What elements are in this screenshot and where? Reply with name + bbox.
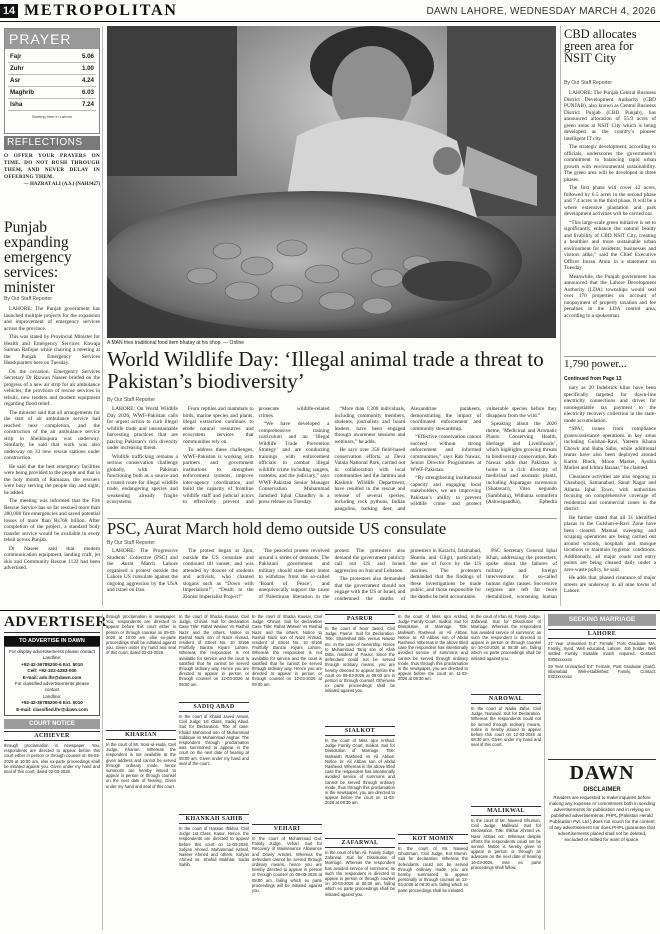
paragraph: PSC Secretary General Iqbal Khan, addressing the protesters, spoke about the failures of military and foreign interventions for so-called human rights causes. Successive regimes are left far more destabilized, worsening human [486,548,557,600]
notice-body: In the court of Mr. Noor-ul-Huda, Civil Judge, Kharian. Whereas the respondent is not available at the given address and cannot be served through ordinary mode, hence summons are hereby issued to appear in person or through counsel on the next date of hearing. Given under my hand and seal of this court. [106,742,176,789]
court-notice-title: COURT NOTICE [4,719,100,729]
notice-city: SIALKOT [325,726,395,736]
prayer-row [8,63,96,75]
notice-city: NAROWAL [471,694,541,704]
paragraph: The first phase will cover 42 acres, followed by 6.5 acres in the second phase and 7.4 acres in the third phase. It will be a where extensive plantation and park development activities will be carried out. [564,185,656,217]
notice-city: MALIKWAL [471,806,541,816]
notice-body: In the court of Hassan Iftikhar, Civil Judge 1st Class, Kasur. Hence, the respondents are directed to appear before this court on 11-03-2026. Sufyan Ahmed, Muhammad Ashraf, Naseer Ahmed and others. Sufyan Ahmed vs. Shahid Mukhtar, Sadia Sahib. [179,826,249,868]
advertiser-column [4,614,107,930]
seeking-city: LAHORE [548,629,656,639]
section-title: METROPOLITAN [24,2,178,19]
paragraph: “SPA!, issues from compliance grants/assistance operations in key areas including Gulshan-Ravi, Yateem Khana Chowk and Babu Sabu, while additional teams have also been deployed around Karim Block, Moon Market, Ayubia Market and Ichhra Bazaar,” he claimed. [564,426,656,471]
paragraph: LAHORE: The Punjab government has launched multiple projects for the expansion and improvement of emergency services across the province. [4,306,100,332]
contact-line: E-mail: classified.lhr@dawn.com [16,706,88,712]
paragraph: The peaceful protest revolved around a series of demands. The Pakistani government and military should state their intent to withdraw from the so-called ‘Board of Peace’, and unequivocally support the cause of Palestinian liberation in the protest. The protesters also demand the government publicly call out US and Israeli aggression on Iran and Lebanon. [258,548,406,600]
prayer-name: Asr [10,77,21,84]
paragraph: He said that the best emergency facilities were being provided to the people and that in the holy month of Ramazan, the rescuers were busy serving the people day and night, he added. [4,463,100,496]
story-properties-headline: 1,790 power... [564,358,627,370]
news-photo [107,26,556,338]
prayer-name: Maghrib [10,89,35,96]
notices-col-3 [252,614,322,930]
story-wwd-headline: World Wildlife Day: ‘Illegal animal trade a threat to Pakistan’s biodiversity’ [107,347,544,393]
photo-caption: A MAN fries traditional food item bhatay at his shop. — Online [107,340,245,346]
notice-body: In the court of Miss Iqra Arshad, Judge Family Court, Sialkot. Suit for Dissolution of Marriage. Title: Mahwish Rasheed vs Ali Abbas. Notice to: Ali Abbas son of Abdul Rasheed. Whereas in the above titled case the respondent has intentionally avoided service of summons and cannot be served through ordinary mode, thus through this proclamation in the newspaper, you are directed to appear before the court on 11-03-2026 at 08:30 am. [325,738,395,806]
paragraph: Speaking about the 2026 theme, ‘Medicinal and Aromatic Plants: Conserving Health, Heritage and Livelihoods’, which highlights growing threats to biodiversity conservation, Rab Nawaz adds that Pakistan is home to a rich diversity of medicinal and aromatic plants, including Asparagus racemosus (Shatavari), Vitex negundo (Sambhalu), Withania somnifera (Ashwagandha), Ephedra [486,421,557,505]
paragraph: Dr Naseer said that modern communication equipment, landing craft, jet skis and Community Rescue 1122 had been advertised. [4,545,100,571]
seeking-title: SEEKING MARRIAGE [548,614,656,626]
story-punjab-body [4,306,100,608]
paragraph: “We have developed a comprehensive training curriculum and an ‘Illegal Wildlife Trade Prevention Strategy’ and are conducting trainings with enforcement officials to combat illegal wildlife crime including rangers, customs, and the judiciary,” says WWF-Pakistan Senior Manager Conservation Muhammad Jamshed Iqbal Chaudhry in a press release on Tuesday. [258,421,330,505]
paragraph: “This large-scale green initiative is set to significantly enhance the natural beauty and livability of CBD NSIT City, creating a healthier and more sustainable urban environment for residents, businesses and visitors alike,” said the Chief Executive Officer Imran Amin in a statement on Tuesday. [564,219,656,271]
contact-line: For display advertisements please contact [9,649,95,654]
story-psc-body [107,548,557,606]
paragraph: This was stated by Provincial Minister for Health and Emergency Services Khwaja Salman Rafique while chairing a meeting at the Punjab Emergency Services Headquarters here on Tuesday. [4,334,100,366]
notice-body: In the court of Irfan Ali, Family Judge, Zafarwal. Suit for Dissolution of Marriage. Whereas the respondent has avoided service of summons; as such the respondent is directed to appear in person or through counsel on 10-03-2026 at 08:30 am, failing which ex parte proceedings shall be initiated against you. [325,850,395,897]
paragraph: “Effective conservation cannot succeed without strong enforcement and informed communities,” says Rab Nawaz, Senior Director Programmes at WWF-Pakistan. [410,434,482,473]
contact-line: +92-42-36785200-6 Ext. 5010 [21,700,83,706]
paragraph: LAHORE: On World Wildlife Day 2026, WWF-Pakistan calls for urgent action to curb illegal wildlife trade and unsustainable harvesting practices that are placing Pakistan’s rich diversity under increasing threat. [107,406,178,451]
reflections-title: REFLECTIONS [4,136,100,150]
prayer-row [8,51,96,63]
notice-body: In the court of Mr. Naveed Ghumman, Civil Judge, Kot Momin. Suit for declaration. Whereas the defendants could not be served through ordinary mode, you are hereby summoned to appear personally or through counsel on 13-03-2026 at 08:30 am, failing which ex parte proceedings shall be initiated. [398,846,468,893]
prayer-time: 4.24 [81,77,94,84]
prayer-row [8,99,96,111]
story-wwd-body [107,406,557,514]
paragraph: Meanwhile, the Punjab government has announced that the Lahore Development Authority (LDA) townships would seal over 170 properties on account of nonpayment of property taxation and fee penalties in the LDA control area, according to a spokesman. [564,273,656,319]
notice-city: ACHIEVER [4,731,100,741]
paragraph: To address these challenges, WWF-Pakistan is working with partners and government institutions to strengthen enforcement systems, improve inter-agency coordination, and build the capacity of frontline wildlife staff and judicial actors to effectively prevent and prosecute wildlife-related crimes. [182,406,330,505]
page-number: 14 [0,4,18,18]
paragraph: On the occasion, Emergency Services Secretary Dr Rizwan Naseer briefed on the progress of a new air strip for air ambulance vehicles, the provision of rescue services in tehsils, new tenders and modern equipment regarding flood relief. [4,368,100,407]
paragraph: From reptiles and mammals to birds, marine species and plants, illegal extraction continues to erode natural resources and ecosystem services that communities rely on. [182,406,254,445]
notices-col-2 [179,614,249,930]
notice-body: In the court of Irfan Ali, Family Judge, Zafarwal. Suit for Dissolution of Marriage. Whereas the respondent has avoided service of summons; as such the respondent is directed to appear in person or through counsel on 10-03-2026 at 08:30 am, failing which ex parte proceedings shall be initiated against you. [471,614,541,661]
prayer-note: Starting time in Lahore [31,114,73,119]
masthead [0,0,660,22]
paragraph: The strategic development, according to officials, underscores the government’s commitment to balancing rapid urban growth with environmental sustainability. The green area will be developed in three phases. [564,144,656,183]
notice-city: KOT MOMIN [398,834,468,844]
paragraph: “More than 1,200 individuals, including community members, students, journalists and board leaders, have been engaged through awareness sessions and webinars,” he adds. [334,406,406,445]
classifieds-rule [0,610,660,611]
seeking-ads [548,641,656,759]
prayer-time: 7.24 [81,101,94,108]
contact-line: Landline: [42,655,62,661]
dawn-logo: DAWN [548,759,656,785]
edition-date: DAWN LAHORE, WEDNESDAY MARCH 4, 2026 [426,6,656,17]
paragraph: LAHORE: The Progressive Students’ Collective (PSC) and the Aurat March Lahore organised a protest outside the Lahore US consulate against the ongoing aggression by the USA and Israel on Iran. [107,548,178,593]
paragraph: Clearance activities are also ongoing in Chauburji, Samanabad, Sanat Nagar and Allama Iqbal Town, with authorities focusing on comprehensive coverage of residential and commercial zones in the district. [564,473,656,512]
notice-city: KHANKAH SAHIB [179,814,249,824]
divider [102,614,103,930]
paragraph: He further stated that all 31 identified plazas in the Gulshan-e-Ravi Zone have been cleared. Manual sweeping and scraping operations are being carried out around schools, hospitals and mosque locations to maintain hygienic conditions. Additionally, all major roads and entry points are being cleaned daily under a zero-waste policy, he said. [564,514,656,573]
divider [564,356,656,357]
notice-city: ZAFARWAL [325,838,395,848]
notices-col-6 [471,614,541,930]
paragraph: LAHORE: The Punjab Central Business District Development Authority (CBD PUNJAB), also known as Central Business District Punjab (CBD Punjab), has announced allocation of 55.9 acres of green areas at NSIT City which is being developed as the country’s pioneer intelligent IT city. [564,90,656,142]
notice-city: VEHARI [252,824,322,834]
story-wwd-byline: By Our Staff Reporter [107,397,155,403]
notice-body: In the court of Shazia Kausar, Civil Judge, Chiniot. Suit for declaration Case Title: Rahat Waseer Vs Rashid Nazir and the others. Notice to Rashid Nazir son of Nazir Ahmad, resident of Street No. 10 8/166 Fruitfully Banzai Kiyani Lahore. Whereas the respondent is not available for service and the court is satisfied that he cannot be served through ordinary way. Hence you are directed to appear in person or through counsel on 12-03-2026 at 09:00 am. [252,614,322,687]
disclaimer-title: DISCLAIMER [583,787,621,793]
notice-city: KHARIAN [106,730,176,740]
contact-line: E-mail: ads.lhr@dawn.com [22,674,82,680]
contact-line: Landline: [42,693,62,699]
reflections-attribution: — HAZRAT ALI (A.S.) (NAHJ427) [23,182,100,187]
notice-body: through proclamation in newspaper. You, respondents are directed to appear before this court either in person or through counsel on 09-03-2026 at 10:00 am, else ex-parte proceedings shall be initiated against you. Given under my hand and seal of this court, dated 02-03-2026. [4,743,100,775]
prayer-times [5,49,99,113]
notice-body: In the court of Noor Javed, Civil Judge, Pasrur. Suit for Declaration. Title: Shamshad Bibi versus Nawaz etc. In the case of ownership. Notice to Muhammad Tariq son of Allah Ditta, resident of Pasrur. Since the defendant could not be served through ordinary means, you are hereby directed to appear before the court on 09-03-2026 at 08:00 am in person or through counsel. Otherwise ex parte proceedings shall be initiated against you. [325,626,395,694]
prayer-name: Isha [10,101,23,108]
story-nsit-body [564,90,656,352]
prayer-time: 1.00 [81,65,94,72]
reflections-quote: O OFFER YOUR PRAYERS ON TIME. DO NOT RUSH THROUGH THEM, AND NEVER DELAY IN OFFERING THEM. [4,153,100,180]
prayer-time: 5.06 [81,53,94,60]
story-nsit-headline: CBD allocates green area for NSIT City [564,27,637,65]
prayer-name: Zuhr [10,65,24,72]
prayer-row [8,75,96,87]
story-punjab-byline: By Our Staff Reporter [4,296,52,302]
advertise-contact [4,646,100,716]
prayer-row [8,87,96,99]
paragraph: nary as 20 Indebrick kilns have been specifically targeted for down-line electricity connections and drives for nonnegotiable tax payment to the electricity recovery collection in the state-mode accumulation. [564,385,656,424]
story-psc-byline: By Our Staff Reporter [107,540,155,546]
paragraph: He adds that, phased clearance of major streets are underway in all nine towns of Lahore. [564,575,656,594]
prayer-box [4,28,100,134]
contact-line: Cell: +92-322-4283-000 [27,668,77,674]
paragraph: 29 Year Unmarried 5'4" Female, Post Graduate (Gold). Islamabad. Well-established Family. Contact: 0321xxxxxxx [548,663,656,680]
notice-body: In the court of Shazia Kausar, Civil Judge, Chiniot. Suit for declaration Case Title: Rahat Waseer Vs Rashid Nazir and the others. Notice to Rashid Nazir son of Nazir Ahmad, resident of Street No. 10 8/166 Fruitfully Banzai Kiyani Lahore. Whereas the respondent is not available for service and the court is satisfied that he cannot be served through ordinary way. Hence you are directed to appear in person or through counsel on 12-03-2026 at 09:00 am. [179,614,249,687]
paragraph: The protest began at 2pm, outside the US consulate and continued till sunset, and was attended by dozens of students and activists, who chanted slogans such as “Down with Imperialism!”, “Death to the Zionist Imperialist Project!” [182,548,254,600]
notice-body: In the court of Miss Iqra Arshad, Judge Family Court, Sialkot. Suit for Dissolution of Marriage. Title: Mahwish Rasheed vs Ali Abbas. Notice to: Ali Abbas son of Abdul Rasheed. Whereas in the above titled case the respondent has intentionally avoided service of summons and cannot be served through ordinary mode, thus through this proclamation in the newspaper, you are directed to appear before the court on 11-03-2026 at 08:30 am. [398,614,468,682]
paragraph: The minister said that all arrangements for the start of air ambulance service had reached near completion, and the construction of the air ambulance service strip in Sheikhupura was underway. Similarly, he said that work was also underway on 33 new rescue stations under construction. [4,409,100,461]
contact-line: For classified advertisements please contact [14,681,90,693]
notice-body: through proclamation in newspaper. You, respondents are directed to appear before this court either in person or through counsel on 09-03-2026 at 10:00 am, else ex-parte proceedings shall be initiated against you. Given under my hand and seal of this court, dated 02-03-2026. [106,614,176,656]
notices-col-4 [325,614,395,930]
story-punjab-headline: Punjab expanding emergency services: minister [4,219,72,296]
divider [102,26,103,606]
paragraph: He says over 350 field-based conservation efforts at Deva Vatala National Park, carried out in collaboration with local communities and the Jammu and Kashmir Wildlife Department, have resulted in the rescue and release of several species, including rock pythons, Indian pangolins, barking deer, and Alexandrine parakeets, demonstrating the impact of coordinated enforcement and community stewardship. [334,406,482,512]
story-psc-headline: PSC, Aurat March hold demo outside US consulate [107,519,447,538]
paragraph: The protesters also demanded that the government should not engage with the US or Israel, and condemned the deaths of protesters in Karachi, Islamabad, Skardu and Gilgit, particularly the use of force by the US marines. The protesters demanded that the findings of these investigations be made public, and those responsible for the deaths be held accountable. [334,548,482,602]
seeking-column [548,614,656,930]
continued-label: Continued from Page 13 [564,376,622,382]
divider [560,26,561,606]
advertise-contact-title: TO ADVERTISE IN DAWN [4,636,100,646]
notices-col-1 [106,614,176,930]
advertiser-title: ADVERTISER [4,614,100,633]
notice-body: In the court of Khalid Javed Anwar, Civil Judge 1st Class, Sadiq Abad. Suit for Declaration. Title of case: Khalid Mahmood son of Muhammad Siddique vs Muhammad Asghar. The respondent through proclamation was summoned to appear in the court on the next date of hearing at 08:00 am. Given under my hand and seal of the court. [179,714,249,766]
story-properties-body [564,385,656,607]
disclaimer-text: Readers are requested to make inquiries before making any expense or commitment both in sending advertisements for publication and in relying on published advertisements. PHPL (Pakistan Herald Publication Pvt. Ltd.) does not vouch for the content of any advertisement nor does PHPL guarantee that advertisements placed shall not be deleted, excluded or edited for want of space. [548,795,656,842]
notices-col-5 [398,614,468,930]
contact-line: +92-42-36785200-6 Ext. 5010 [21,661,83,667]
notice-body: In the court of Nadia Zafar, Civil Judge, Narowal. Suit for Declaration. Whereas the respondents could not be served through ordinary means, notice is hereby issued to appear before this court on 12-03-2026 at 08:30 am. Given under my hand and seal of this court. [471,706,541,748]
prayer-name: Fajr [10,53,22,60]
paragraph: “By strengthening institutional capacity and engaging local stakeholders, we are improving Pakistan’s ability to prevent wildlife crime and protect vulnerable species before they disappear from the wild.” [410,406,557,507]
paragraph: Wildlife trafficking remains a serious conservation challenge globally, with Pakistan functioning both as a source and a transit route for illegal wildlife trade, endangering species and weakening already fragile ecosystems. [107,453,178,505]
photo-frying-food [107,26,556,338]
masthead-rule [0,21,660,22]
prayer-title: PRAYER [5,29,99,49]
notice-city: SADIQ ABAD [179,702,249,712]
reflections-box [4,136,100,216]
notice-body: In the court of Mr. Naveed Ghuman, Civil Judge, Malikwal. Suit for Declaration. Title: Iftikhar Ahmed vs. Nasir Abbas etc. Whereas despite efforts the respondents could not be served. Notice is hereby given to appear in person or through an advocate on the next date of hearing 16-03-2026, else ex parte proceedings shall follow. [471,818,541,870]
notice-body: In the court of Muhammad Gul, Family Judge, Vehari. Suit for Recovery of Maintenance Allowance and Dowry Articles. Whereas the defendant cannot be served through ordinary means, hence you are hereby directed to appear in person or through counsel on 09-03-2026 at 08:00 am, failing which ex parte proceedings will be initiated against you. [252,836,322,894]
divider [544,614,545,930]
paragraph: The meeting was informed that the Fire Rescue Service has so far rescued more than 280,000 fire emergencies and saved potential losses of more than Rs768 billion. After completion of the project, a standard body transfer service would be available in every tehsil across Punjab. [4,498,100,543]
prayer-time: 6.03 [81,89,94,96]
notice-city: PASRUR [325,614,395,624]
story-nsit-byline: By Our Staff Reporter [564,80,612,86]
paragraph: 27 Year Unmarried D.4" Female. Post Graduate MA. Family, Syed, Well educated, Lahore, Job holder. Well settled Family. Suitable match required. Contact: 0300xxxxxxx [548,641,656,662]
